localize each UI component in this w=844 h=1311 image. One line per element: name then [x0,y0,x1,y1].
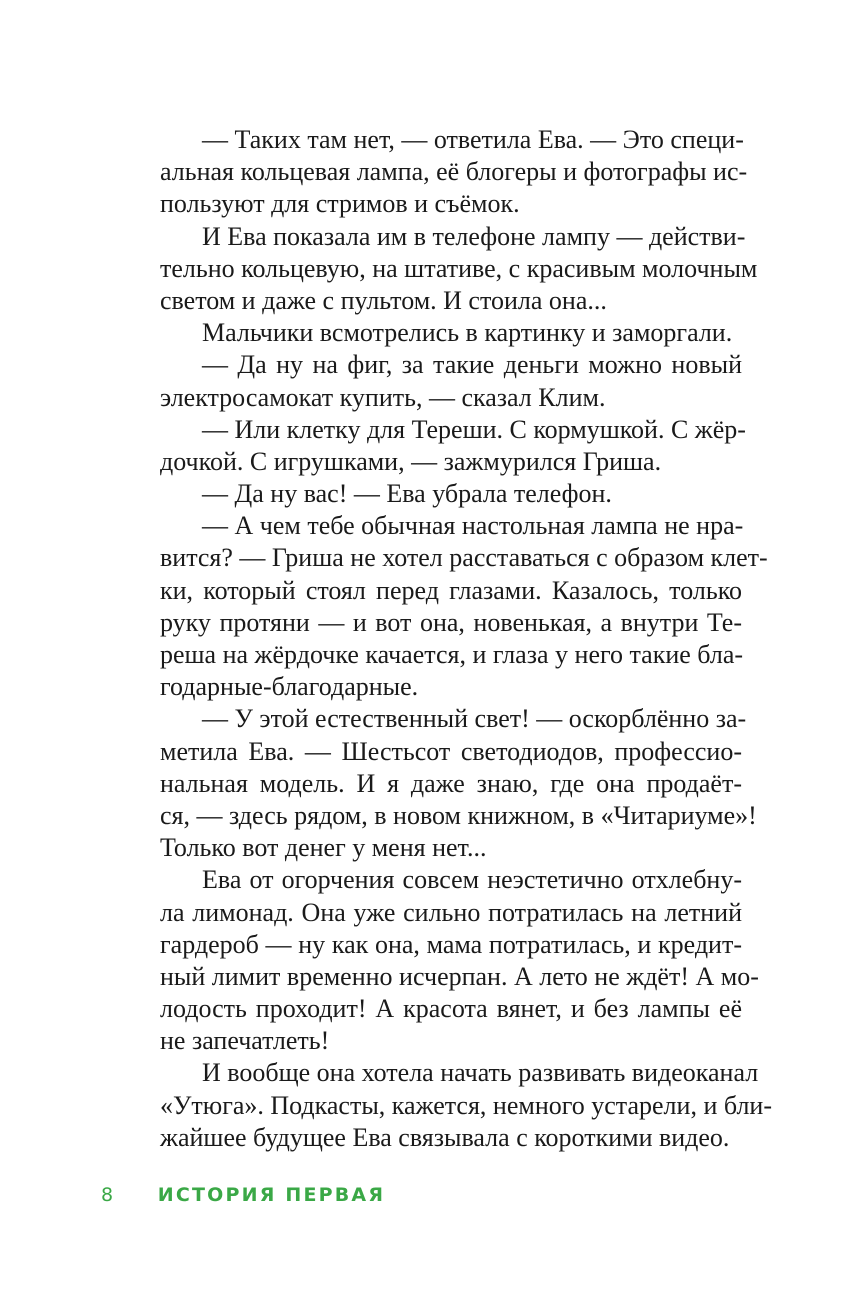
page-footer [101,1180,385,1210]
text-line: — Да ну вас! — Ева убрала телефон. [202,479,612,509]
text-line: ла лимонад. Она уже сильно потратилась на летний [160,897,742,927]
text-line: И Ева показала им в телефоне лампу — действи- [202,221,746,251]
text-line: реша на жёрдочке качается, и глаза у него такие бла- [160,640,744,669]
text-line: вится? — Гриша не хотел расставаться с образом клет- [160,543,768,573]
text-line: ки, который стоял перед глазами. Казалось, только [160,575,742,605]
text-line: лодость проходит! А красота вянет, и без лампы её [160,994,742,1024]
text-line: Только вот денег у меня нет... [160,833,487,863]
text-line: не запечатлеть! [160,1026,330,1056]
text-line: И вообще она хотела начать развивать видеоканал [202,1058,759,1088]
text-line: Мальчики всмотрелись в картинку и заморгали. [202,318,733,348]
text-line: светом и даже с пультом. И стоила она... [160,285,607,315]
text-line: — Таких там нет, — ответила Ева. — Это специ- [202,125,744,154]
text-line: гардероб — ну как она, мама потратилась, и кредит- [160,929,742,959]
text-line: годарные-благодарные. [160,672,419,702]
text-line: метила Ева. — Шестьсот светодиодов, профессио- [160,736,742,766]
text-line: — Или клетку для Тереши. С кормушкой. С жёр- [202,414,746,444]
running-title: ИСТОРИЯ ПЕРВАЯ [157,1184,386,1206]
text-line: дочкой. С игрушками, — зажмурился Гриша. [160,446,662,476]
text-line: Ева от огорчения совсем неэстетично отхлебну- [202,865,742,895]
text-line: — А чем тебе обычная настольная лампа не нра- [202,511,744,541]
text-line: — У этой естественный свет! — оскорблённо за- [202,704,747,734]
text-line: электросамокат купить, — сказал Клим. [160,382,606,412]
text-line: пользуют для стримов и съёмок. [160,189,520,219]
text-line: руку протяни — и вот она, новенькая, а внутри Те- [160,607,742,637]
text-line: жайшее будущее Ева связывала с короткими видео. [160,1122,730,1152]
page-number: 8 [101,1184,114,1206]
text-line: альная кольцевая лампа, её блогеры и фотографы ис- [160,157,748,187]
text-line: нальная модель. И я даже знаю, где она продаёт- [160,768,742,798]
text-line: — Да ну на фиг, за такие деньги можно новый [202,350,742,380]
text-line: ся, — здесь рядом, в новом книжном, в «Читариуме»! [160,800,757,830]
body-text [160,124,772,1154]
text-line: «Утюга». Подкасты, кажется, немного устарели, и бли- [160,1090,772,1120]
text-line: ный лимит временно исчерпан. А лето не ждёт! А мо- [160,961,759,991]
text-line: тельно кольцевую, на штативе, с красивым молочным [160,253,758,283]
